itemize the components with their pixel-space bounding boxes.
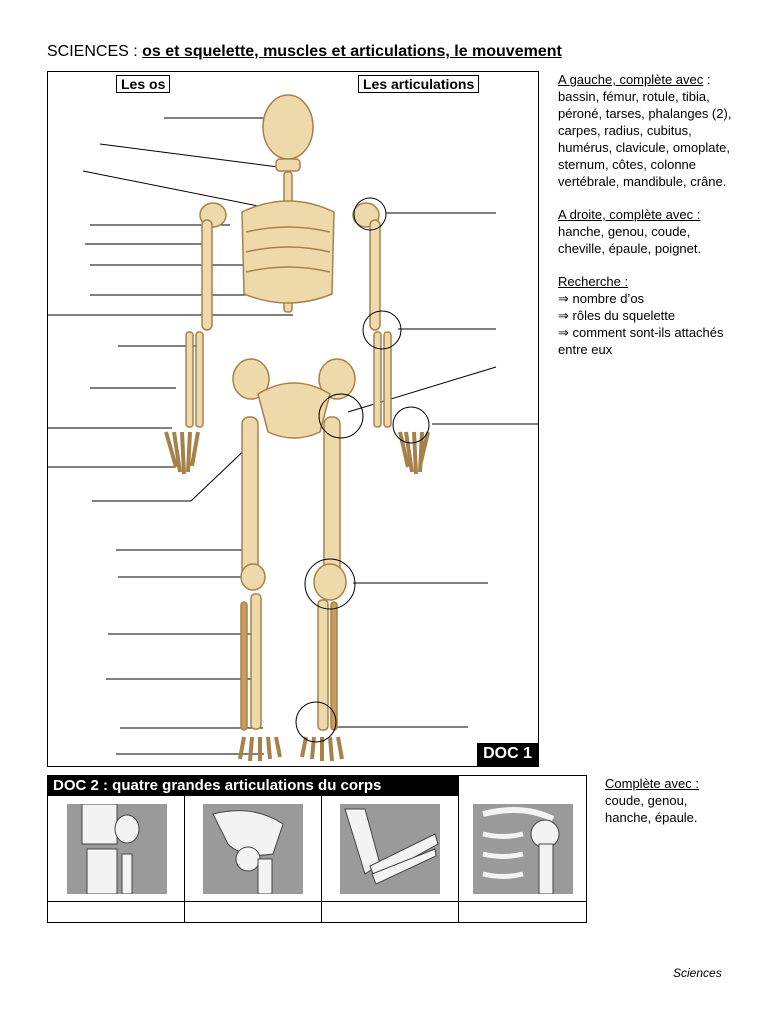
right-instruction-list: hanche, genou, coude, cheville, épaule, poignet. [558, 224, 702, 256]
shoulder-joint-drawing [473, 804, 573, 894]
left-instruction-heading: A gauche, complète avec [558, 72, 704, 87]
page-footer: Sciences [673, 966, 722, 980]
left-instruction-list: : bassin, fémur, rotule, tibia, péroné, tarses, phalanges (2), carpes, radius, cubitus, humérus, clavicule, omoplate, sternum, côtes, colonne vertébrale, mandibule, crâne. [558, 72, 732, 189]
instructions-panel [558, 71, 738, 374]
left-instruction [558, 71, 738, 190]
title-prefix: SCIENCES : [47, 43, 143, 60]
doc2-joints-table [47, 775, 587, 923]
research-item-2: ⇒ rôles du squelette [558, 308, 676, 323]
skeleton-illustration [48, 72, 538, 766]
doc2-instruction-list: coude, genou, hanche, épaule. [605, 793, 698, 825]
joint-answer-box-4[interactable] [458, 901, 587, 923]
joint-answer-box-2[interactable] [184, 901, 321, 923]
hip-joint-drawing [203, 804, 303, 894]
right-label-lines [335, 213, 538, 727]
doc2-title: DOC 2 : quatre grandes articulations du corps [47, 775, 459, 796]
doc1-tag: DOC 1 [477, 743, 538, 766]
right-instruction [558, 206, 738, 257]
hip-joint-photo [203, 804, 303, 894]
joint-photo-cell-2 [184, 796, 321, 902]
joint-photo-cell-1 [47, 796, 184, 902]
header-joints: Les articulations [358, 75, 479, 93]
research-block [558, 273, 738, 358]
doc1-skeleton-figure [47, 71, 539, 767]
joint-answer-box-3[interactable] [321, 901, 458, 923]
shoulder-joint-photo [473, 804, 573, 894]
knee-joint-drawing [67, 804, 167, 894]
doc2-instruction-heading: Complète avec : [605, 776, 699, 791]
research-heading: Recherche : [558, 274, 629, 289]
research-item-3: ⇒ comment sont-ils attachés entre eux [558, 325, 724, 357]
right-instruction-heading: A droite, complète avec : [558, 207, 701, 222]
page-title [47, 43, 562, 61]
knee-joint-photo [67, 804, 167, 894]
joint-photo-cell-3 [321, 796, 458, 902]
elbow-joint-drawing [340, 804, 440, 894]
research-item-1: ⇒ nombre d’os [558, 291, 645, 306]
doc2-instructions [605, 775, 725, 826]
title-subject: os et squelette, muscles et articulations, le mouvement [142, 43, 562, 60]
header-bones: Les os [116, 75, 170, 93]
elbow-joint-photo [340, 804, 440, 894]
joint-answer-box-1[interactable] [47, 901, 184, 923]
joint-photo-cell-4 [458, 796, 587, 902]
skeleton-bones [166, 95, 428, 761]
